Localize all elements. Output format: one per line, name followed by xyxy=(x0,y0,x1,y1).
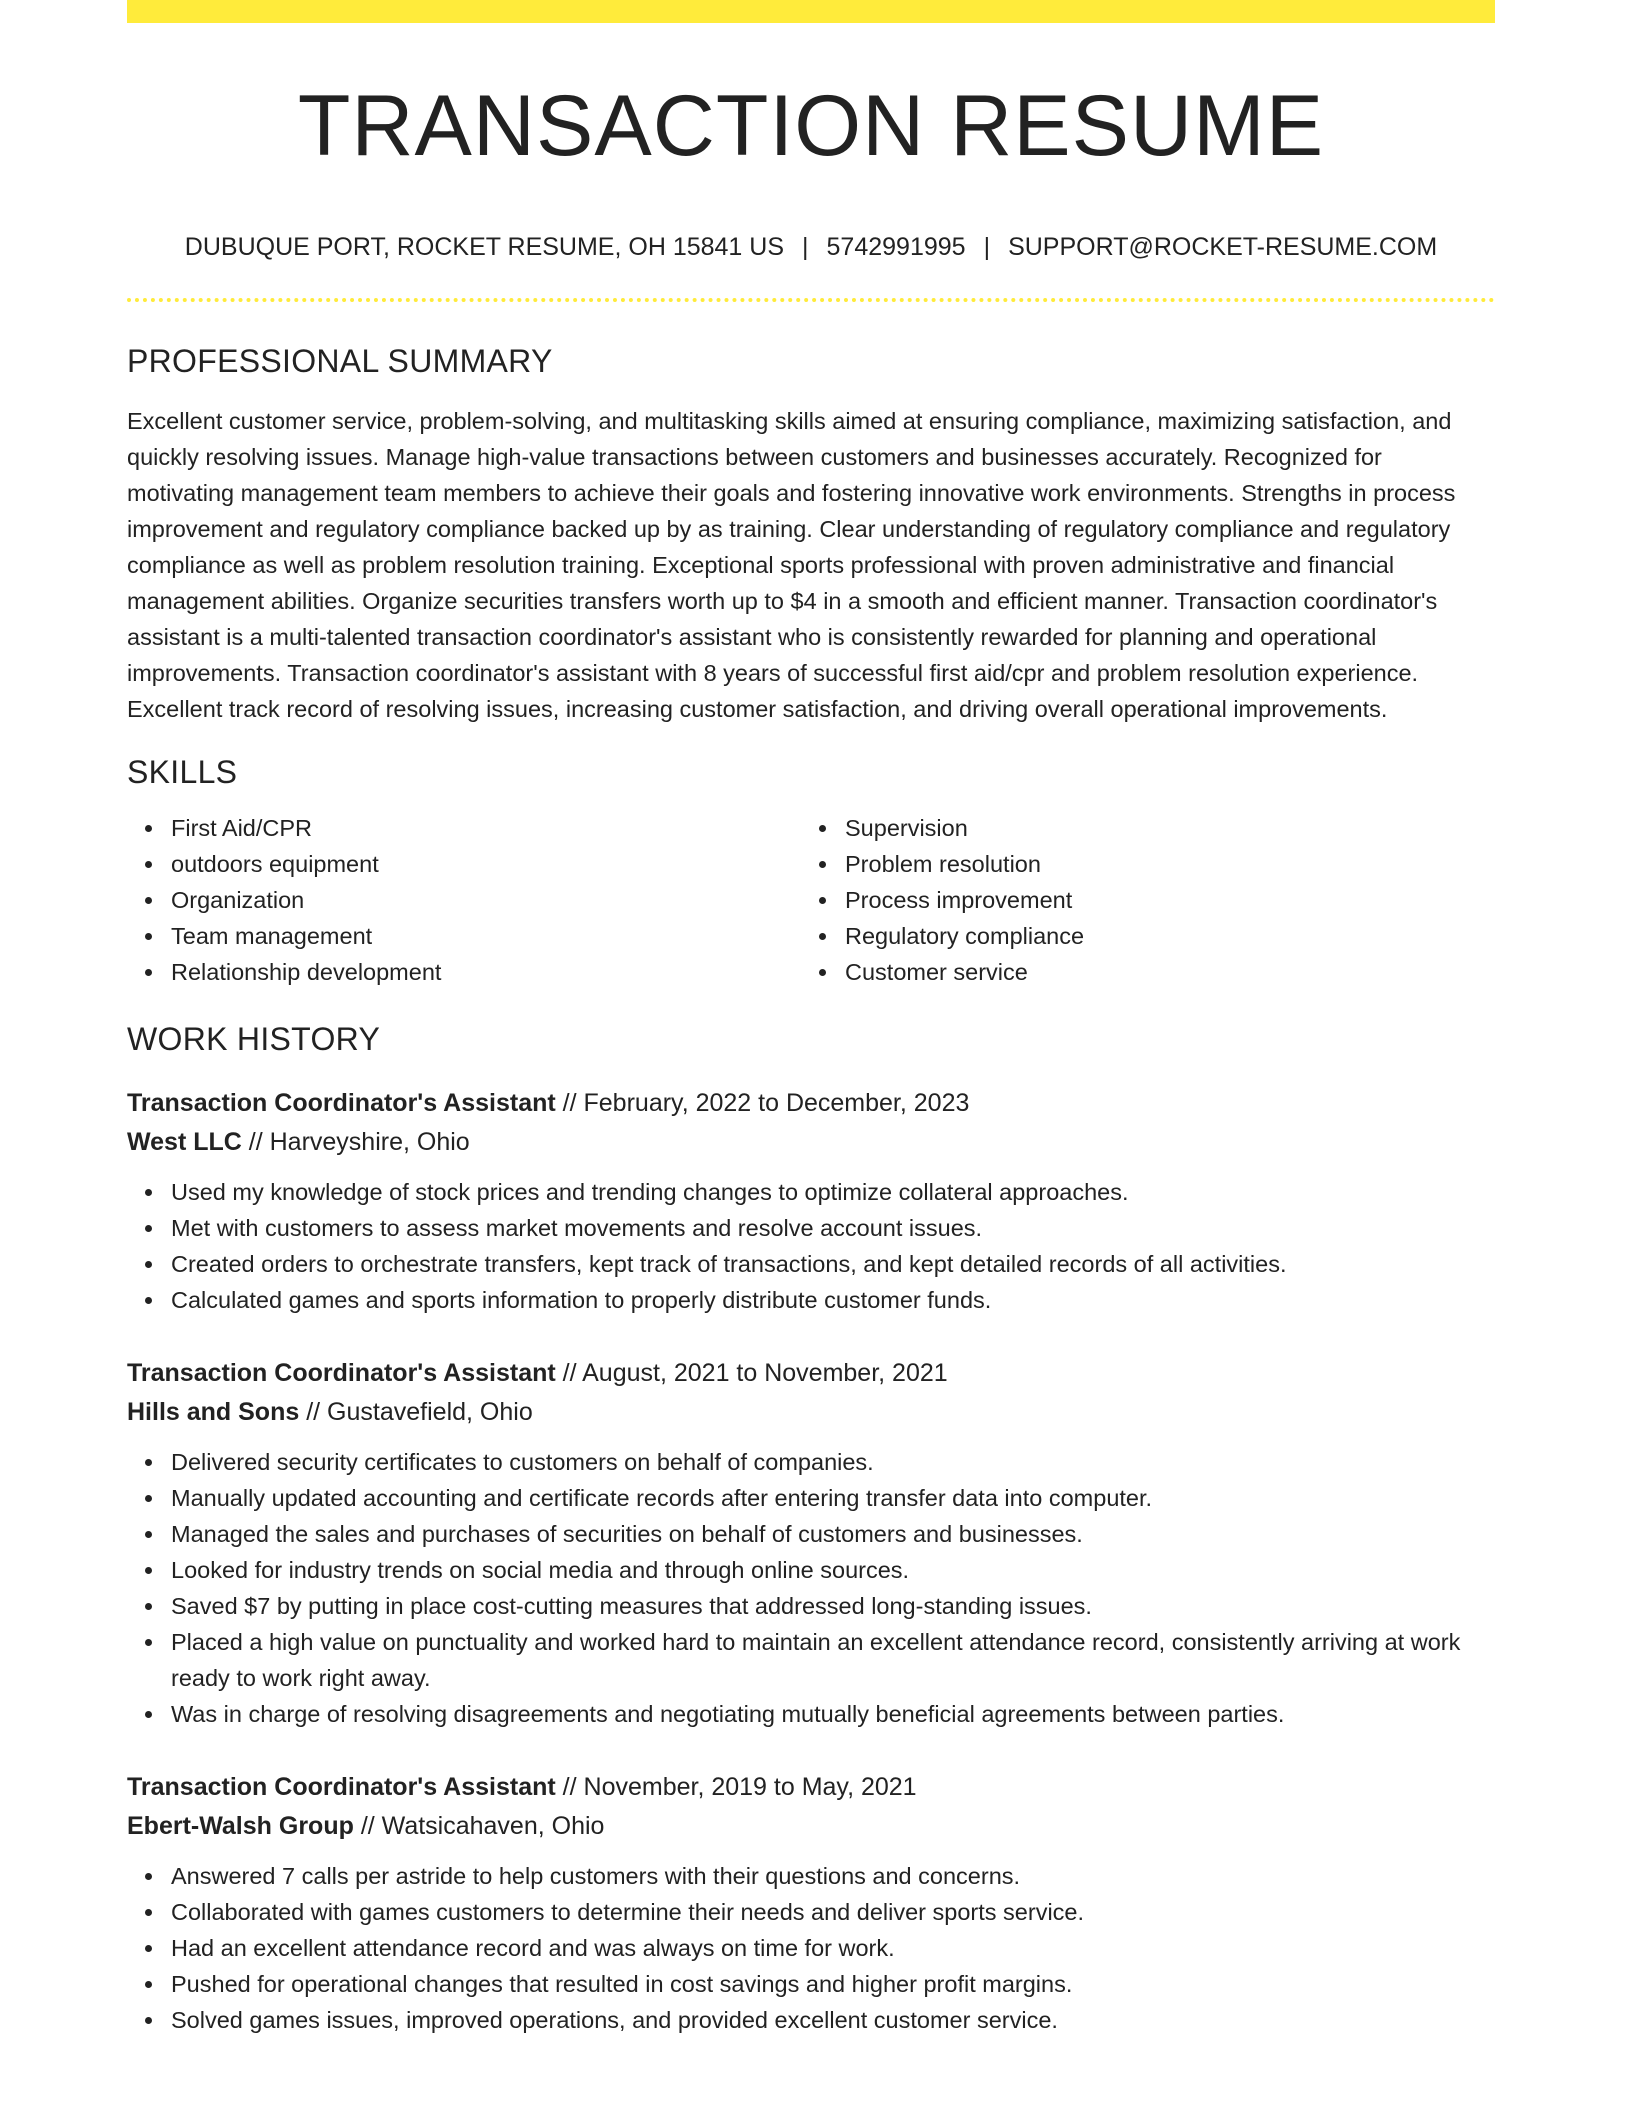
job-entry xyxy=(127,1354,1495,1732)
job-bullets xyxy=(127,1174,1495,1318)
skill-item: Regulatory compliance xyxy=(845,918,1475,954)
job-title-line xyxy=(127,1084,1495,1123)
job-title: Transaction Coordinator's Assistant xyxy=(127,1358,556,1387)
job-location: // Gustavefield, Ohio xyxy=(306,1397,533,1426)
job-dates: // August, 2021 to November, 2021 xyxy=(562,1358,948,1387)
skill-item: Organization xyxy=(171,882,801,918)
skills-column-left xyxy=(127,810,801,990)
job-company-line xyxy=(127,1807,1495,1846)
job-title: Transaction Coordinator's Assistant xyxy=(127,1772,556,1801)
contact-separator: | xyxy=(802,233,809,261)
dotted-divider xyxy=(127,298,1495,302)
job-bullet: Was in charge of resolving disagreements and negotiating mutually beneficial agreements between parties. xyxy=(171,1696,1495,1732)
job-bullet: Manually updated accounting and certificate records after entering transfer data into computer. xyxy=(171,1480,1495,1516)
job-company-line xyxy=(127,1123,1495,1162)
job-bullet: Saved $7 by putting in place cost-cutting measures that addressed long-standing issues. xyxy=(171,1588,1495,1624)
skill-item: Team management xyxy=(171,918,801,954)
skills-heading: SKILLS xyxy=(127,754,238,791)
job-bullet: Collaborated with games customers to determine their needs and deliver sports service. xyxy=(171,1894,1495,1930)
work-history-heading: WORK HISTORY xyxy=(127,1021,381,1058)
job-company: Ebert-Walsh Group xyxy=(127,1811,354,1840)
skill-item: Supervision xyxy=(845,810,1475,846)
job-bullet: Pushed for operational changes that resulted in cost savings and higher profit margins. xyxy=(171,1966,1495,2002)
job-bullets xyxy=(127,1444,1495,1732)
contact-address: DUBUQUE PORT, ROCKET RESUME, OH 15841 US xyxy=(184,233,785,261)
job-bullet: Managed the sales and purchases of securities on behalf of customers and businesses. xyxy=(171,1516,1495,1552)
job-company: West LLC xyxy=(127,1127,242,1156)
job-dates: // November, 2019 to May, 2021 xyxy=(562,1772,917,1801)
summary-heading: PROFESSIONAL SUMMARY xyxy=(127,343,553,379)
work-history-list xyxy=(127,1084,1495,2038)
job-bullet: Met with customers to assess market movements and resolve account issues. xyxy=(171,1210,1495,1246)
job-bullet: Created orders to orchestrate transfers, kept track of transactions, and kept detailed records of all activities. xyxy=(171,1246,1495,1282)
job-bullet: Had an excellent attendance record and was always on time for work. xyxy=(171,1930,1495,1966)
contact-phone: 5742991995 xyxy=(826,233,966,261)
resume-page xyxy=(127,0,1495,2038)
skill-item: Problem resolution xyxy=(845,846,1475,882)
contact-line xyxy=(127,232,1495,262)
job-bullet: Answered 7 calls per astride to help customers with their questions and concerns. xyxy=(171,1858,1495,1894)
job-title: Transaction Coordinator's Assistant xyxy=(127,1088,556,1117)
contact-email: SUPPORT@ROCKET-RESUME.COM xyxy=(1008,233,1438,261)
job-title-line xyxy=(127,1768,1495,1807)
skill-item: Customer service xyxy=(845,954,1475,990)
job-company-line xyxy=(127,1393,1495,1432)
job-company: Hills and Sons xyxy=(127,1397,300,1426)
job-bullet: Looked for industry trends on social media and through online sources. xyxy=(171,1552,1495,1588)
job-location: // Watsicahaven, Ohio xyxy=(360,1811,605,1840)
job-bullet: Delivered security certificates to customers on behalf of companies. xyxy=(171,1444,1495,1480)
job-title-line xyxy=(127,1354,1495,1393)
summary-text: Excellent customer service, problem-solving, and multitasking skills aimed at ensuring compliance, maximizing satisfaction, and quickly resolving issues. Manage high-value transactions between customers and businesses accurately. Recognized for motivating management team members to achieve their goals and fostering innovative work environments. Strengths in process improvement and regulatory compliance backed up by as training. Clear understanding of regulatory compliance and regulatory compliance as well as problem resolution training. Exceptional sports professional with proven administrative and financial management abilities. Organize securities transfers worth up to $4 in a smooth and efficient manner. Transaction coordinator's assistant is a multi-talented transaction coordinator's assistant who is consistently rewarded for planning and operational improvements. Transaction coordinator's assistant with 8 years of successful first aid/cpr and problem resolution experience. Excellent track record of resolving issues, increasing customer satisfaction, and driving overall operational improvements. xyxy=(127,408,1456,723)
job-bullet: Used my knowledge of stock prices and trending changes to optimize collateral approaches. xyxy=(171,1174,1495,1210)
job-location: // Harveyshire, Ohio xyxy=(248,1127,470,1156)
skill-item: outdoors equipment xyxy=(171,846,801,882)
job-entry xyxy=(127,1768,1495,2038)
contact-separator: | xyxy=(983,233,991,261)
skills-column-right xyxy=(801,810,1475,990)
skill-item: Process improvement xyxy=(845,882,1475,918)
job-bullet: Solved games issues, improved operations, and provided excellent customer service. xyxy=(171,2002,1495,2038)
job-bullets xyxy=(127,1858,1495,2038)
accent-top-bar xyxy=(127,0,1495,23)
skill-item: Relationship development xyxy=(171,954,801,990)
skill-item: First Aid/CPR xyxy=(171,810,801,846)
job-dates: // February, 2022 to December, 2023 xyxy=(562,1088,970,1117)
job-bullet: Placed a high value on punctuality and worked hard to maintain an excellent attendance record, consistently arriving at work ready to work right away. xyxy=(171,1624,1495,1696)
job-entry xyxy=(127,1084,1495,1318)
skills-list xyxy=(127,810,1495,990)
resume-title: TRANSACTION RESUME xyxy=(297,78,1325,174)
job-bullet: Calculated games and sports information to properly distribute customer funds. xyxy=(171,1282,1495,1318)
